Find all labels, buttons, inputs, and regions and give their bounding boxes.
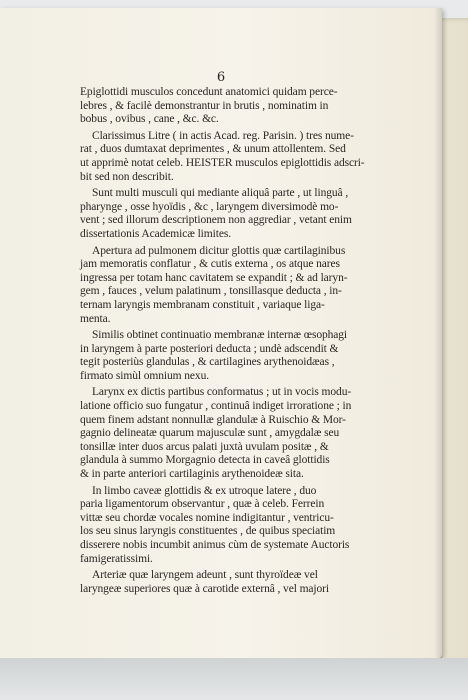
text-line: firmato simùl omnium nexu. <box>80 369 209 382</box>
text-line: jam memoratis conflatur , & cutis externa , os atque nares <box>80 258 340 271</box>
text-line: in laryngem à parte posteriori deducta ; undè adscendit & <box>80 342 339 355</box>
text-line: Apertura ad pulmonem dicitur glottis quæ cartilaginibus <box>92 244 346 257</box>
paragraph <box>80 245 390 327</box>
text-line: Epiglottidi musculos concedunt anatomici quidam perce- <box>80 86 338 98</box>
page-edge-shadow <box>434 8 442 658</box>
text-line: Larynx ex dictis partibus conformatus ; ut in vocis modu- <box>92 386 352 399</box>
paragraph <box>80 86 390 127</box>
paragraph <box>80 485 390 567</box>
page-text <box>80 86 390 599</box>
text-line: quem finem adstant nonnullæ glandulæ à Ruischio & Mor- <box>80 413 346 426</box>
text-line: Similis obtinet continuatio membranæ internæ œsophagi <box>92 329 348 342</box>
text-line: vittæ seu chordæ vocales nomine indigitantur , ventricu- <box>80 511 334 524</box>
text-line: Sunt multi musculi qui mediante aliquâ parte , ut linguâ , <box>92 187 349 200</box>
paragraph <box>80 386 390 481</box>
text-line: gagnio delineatæ quarum majusculæ sunt , amygdalæ seu <box>80 427 340 440</box>
paragraph <box>80 130 390 184</box>
text-line: In limbo caveæ glottidis & ex utroque latere , duo <box>92 484 317 497</box>
text-line: pharynge , osse hyoïdis , &c , laryngem diversimodè mo- <box>80 200 339 213</box>
text-line: lebres , & facilè demonstrantur in brutis , nominatim in <box>80 99 329 112</box>
text-line: los seu sinus laryngis constituentes , de quibus speciatim <box>80 525 336 538</box>
text-line: ingressa per totam hanc cavitatem se expandit ; & ad laryn- <box>80 271 348 284</box>
text-line: Arteriæ quæ laryngem adeunt , sunt thyroïdeæ vel <box>92 569 318 582</box>
paragraph <box>80 187 390 241</box>
text-line: famigeratissimi. <box>80 552 153 565</box>
text-line: bobus , ovibus , cane , &c. &c. <box>80 113 219 126</box>
text-line: menta. <box>80 312 111 325</box>
paragraph <box>80 569 390 596</box>
table-surface <box>0 658 468 700</box>
text-line: latione officio suo fungatur , continuâ indiget irroratione ; in <box>80 400 352 413</box>
text-line: bit sed non describit. <box>80 170 174 183</box>
text-line: & in parte anteriori cartilaginis arythenoideæ sita. <box>80 468 304 481</box>
text-line: rat , duos dumtaxat deprimentes , & unum attollentem. Sed <box>80 143 346 156</box>
text-line: tegit posteriùs glandulas , & cartilagines arythenoidæas , <box>80 356 335 369</box>
text-line: Clarissimus Litre ( in actis Acad. reg. Parisin. ) tres nume- <box>92 129 354 142</box>
text-line: laryngeæ superiores quæ à carotide externâ , vel majori <box>80 582 330 595</box>
paragraph <box>80 329 390 383</box>
text-line: disserere nobis incumbit animus cùm de systemate Auctoris <box>80 539 350 551</box>
text-line: ut apprimè notat celeb. HEISTER musculos epiglottidis adscri- <box>80 156 365 169</box>
text-line: dissertationis Academicæ limites. <box>80 227 231 240</box>
text-line: vent ; sed illorum descriptionem non aggrediar , vetant enim <box>80 214 352 227</box>
text-line: ternam laryngis membranam constituit , variaque liga- <box>80 298 325 311</box>
text-line: tonsillæ inter duos arcus palati juxtà uvulam positæ , & <box>80 440 329 453</box>
text-line: gem , fauces , velum palatinum , tonsillasque deducta , in- <box>80 285 342 298</box>
text-line: glandula à summo Morgagnio detecta in caveâ glottidis <box>80 454 330 467</box>
text-line: paria ligamentorum observantur , quæ à celeb. Ferrein <box>80 498 325 511</box>
page-number: 6 <box>216 70 226 85</box>
